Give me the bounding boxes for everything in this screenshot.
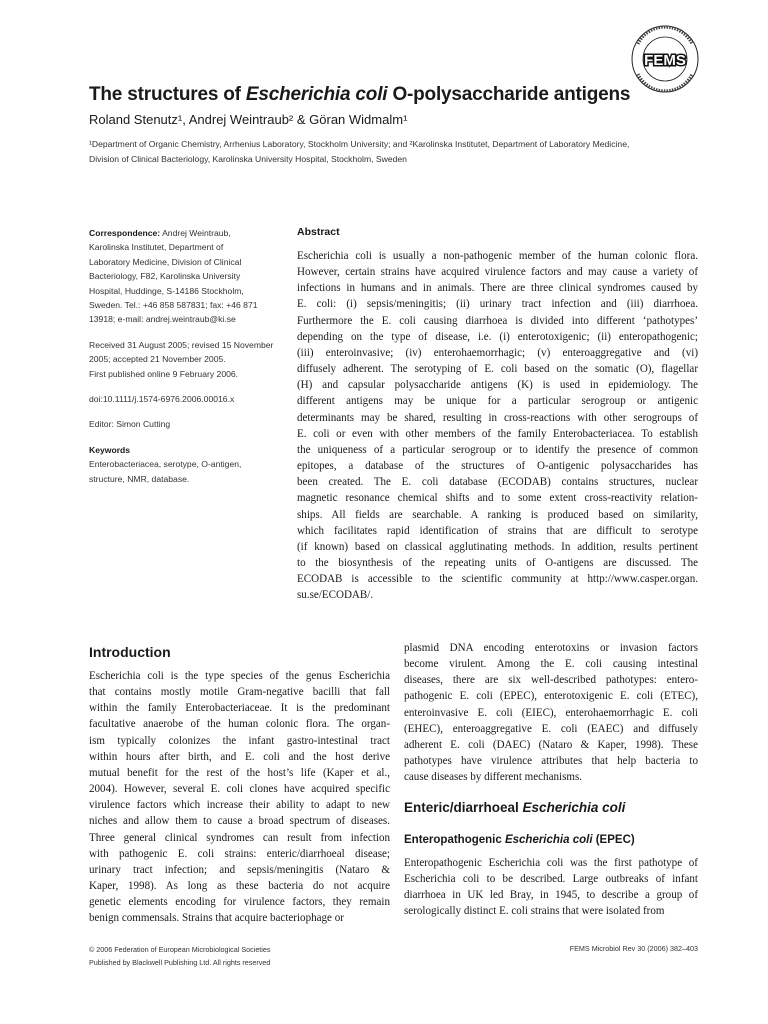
abstract-line: Escherichia coli is usually a non-pathogenic member of the human colonic flora. [297,250,698,262]
abstract-line: Furthermore the E. coli causing diarrhoea is divided into different ‘pathotypes’ [297,314,698,327]
copyright-footer: © 2006 Federation of European Microbiological Societies Published by Blackwell Publishing Ltd. All rights reserved [89,945,271,967]
abstract-line: been created. The E. coli database (ECODAB) contains structures, nuclear [297,476,698,489]
body-line: Enteropathogenic Escherichia coli was the first pathotype of [404,857,698,869]
abstract-line: However, certain strains have acquired virulence factors and may cause a variety of [297,266,698,279]
body-line: (EHEC), enteroaggregative E. coli (EAEC) and diffusely [404,722,698,735]
epec-body [404,855,698,920]
enteric-heading: Enteric/diarrhoeal Escherichia coli [404,800,626,815]
body-line: with pathogenic E. coli strains: enteric/diarrhoeal disease; [89,847,390,860]
body-line: facultative anaerobe of the human colonic flora. The organ- [89,718,390,731]
abstract-line: (iii) enteroinvasive; (iv) enterohaemorrhagic; (v) enteroaggregative and (vi) [297,346,698,359]
doi-link[interactable]: doi:10.1111/j.1574-6976.2006.00016.x [89,394,235,405]
body-line: enteroinvasive E. coli (EIEC), enterohaemorrhagic E. coli [404,706,698,719]
body-line: Three general clinical syndromes can result from infection [89,831,390,844]
body-line: benign commensals. Strains that acquire bacteriophage or [89,912,344,925]
article-sidebar [89,226,289,497]
body-line: diarrhoea in UK led Bray, in 1945, to describe a group of [404,889,698,902]
body-line: virulence factors which increase their ability to adapt to new [89,799,390,812]
abstract-line: diffusely adherent. The serotyping of E. coli based on the somatic (O), flagellar [297,363,698,376]
abstract-line: su.se/ECODAB/. [297,589,374,602]
correspondence: Correspondence: Andrej Weintraub, Karolinska Institutet, Department of Laboratory Medicine, Division of Clinical Bacteriology, F82, Karolinska University Hospital, Huddinge, S-14186 Stockholm, Sweden. Tel.: +46 858 587831; fax: +46 871 13918; e-mail: andrej.weintraub@ki.se [89,228,258,325]
affiliations: ¹Department of Organic Chemistry, Arrhenius Laboratory, Stockholm University; and ²Karolinska Institutet, Department of Laboratory Medicine, Division of Clinical Bacteriology, Karolinska University Hospital, Stockholm, Sweden [89,139,630,164]
body-line: niches and allow them to cause a broad spectrum of diseases. [89,815,390,828]
article-dates: Received 31 August 2005; revised 15 November 2005; accepted 21 November 2005. First published online 9 February 2006. [89,339,274,379]
abstract-line: different antigens may be unique for a particular serogroup or antigenic [297,395,698,408]
abstract-line: E. coli or even with other members of the family Enterobacteriacea. To establish [297,427,698,440]
journal-citation: FEMS Microbiol Rev 30 (2006) 382–403 [569,944,698,953]
body-line: urinary tract infection; and sepsis/meningitis (Nataro & [89,863,390,876]
body-line: ism typically colonizes the infant gastro-intestinal tract [89,734,390,747]
column2-body-top [404,640,698,785]
body-line: mutual benefit for the rest of the host’s life (Kaper et al., [89,766,390,779]
abstract-line: which facilitates rapid identification of strains that are difficult to serotype [297,524,698,537]
body-line: serologically distinct E. coli strains that were isolated from [404,905,665,918]
body-line: within the family Enterobacteriaceae. It is the predominant [89,702,390,715]
body-line: diseases, there are six well-described pathotypes: entero- [404,674,698,687]
abstract-line: to the biosynthesis of the repeating units of O-antigens are discussed. The [297,556,698,569]
body-line: Kaper, 1998). As long as these bacteria do not acquire [89,880,390,893]
body-line: Escherichia coli is the type species of the genus Escherichia [89,670,390,682]
keywords: Keywords Enterobacteriacea, serotype, O-antigen, structure, NMR, database. [89,444,242,484]
body-line: plasmid DNA encoding enterotoxins or invasion factors [404,642,698,654]
abstract-line: depending on the type of disease, i.e. (i) enterotoxigenic; (ii) enteropathogenic; [297,330,698,343]
body-line: pathogenic E. coli (EPEC), enterotoxigenic E. coli (ETEC), [404,690,698,703]
author-list: Roland Stenutz¹, Andrej Weintraub² & Göran Widmalm¹ [89,112,408,127]
abstract-heading: Abstract [297,226,340,238]
abstract-line: E. coli: (i) sepsis/meningitis; (ii) urinary tract infection and (iii) diarrhoea. [297,298,698,311]
abstract-line: determinants may be shared, resulting in cross-reactions with other serogroups of [297,411,698,424]
abstract-line: infections in humans and in animals. There are three clinical syndromes caused by [297,282,698,295]
abstract-line: ECODAB is accessible to the scientific community at http://www.casper.organ. [297,573,698,586]
abstract-line: magnetic resonance chemical shifts and to some extent cross-reactivity relation- [297,492,698,505]
body-line: within hours after birth, and E. coli and the host derive [89,750,390,763]
body-line: pathotypes have virulence attributes that help bacteria to [404,755,698,768]
article-title: The structures of Escherichia coli O-polysaccharide antigens [89,84,631,105]
body-line: Escherichia coli to be described. Large outbreaks of infant [404,873,698,886]
body-line: cause diseases by different mechanisms. [404,771,583,784]
abstract-line: (if known) based on classical agglutinating methods. In addition, results pertinent [297,540,698,553]
epec-heading: Enteropathogenic Escherichia coli (EPEC) [404,834,635,846]
abstract-line: ships. All fields are searchable. A ranking is produced based on similarity, [297,508,698,521]
body-line: 2004). However, several E. coli clones have acquired specific [89,783,390,796]
abstract-line: epitopes, a database of the structures of O-antigenic polysaccharides has [297,460,698,473]
introduction-heading: Introduction [89,644,171,660]
body-line: become virulent. Among the E. coli causing intestinal [404,658,698,671]
abstract-line: (H) and capsular polysaccharide antigens (K) is used in epidemiology. The [297,379,698,392]
introduction-body [89,668,390,927]
body-line: genetic elements encoding for virulence factors, they remain [89,896,390,909]
body-line: adherent E. coli (DAEC) (Nataro & Kaper, 1998). These [404,738,698,751]
abstract-body [297,248,698,603]
editor: Editor: Simon Cutting [89,419,171,430]
body-line: that contains mostly motile Gram-negative bacilli that fall [89,686,390,699]
logo-text: FEMS [644,52,686,69]
abstract-line: the uniqueness of a particular serogroup or to identify the presence of common [297,443,698,456]
